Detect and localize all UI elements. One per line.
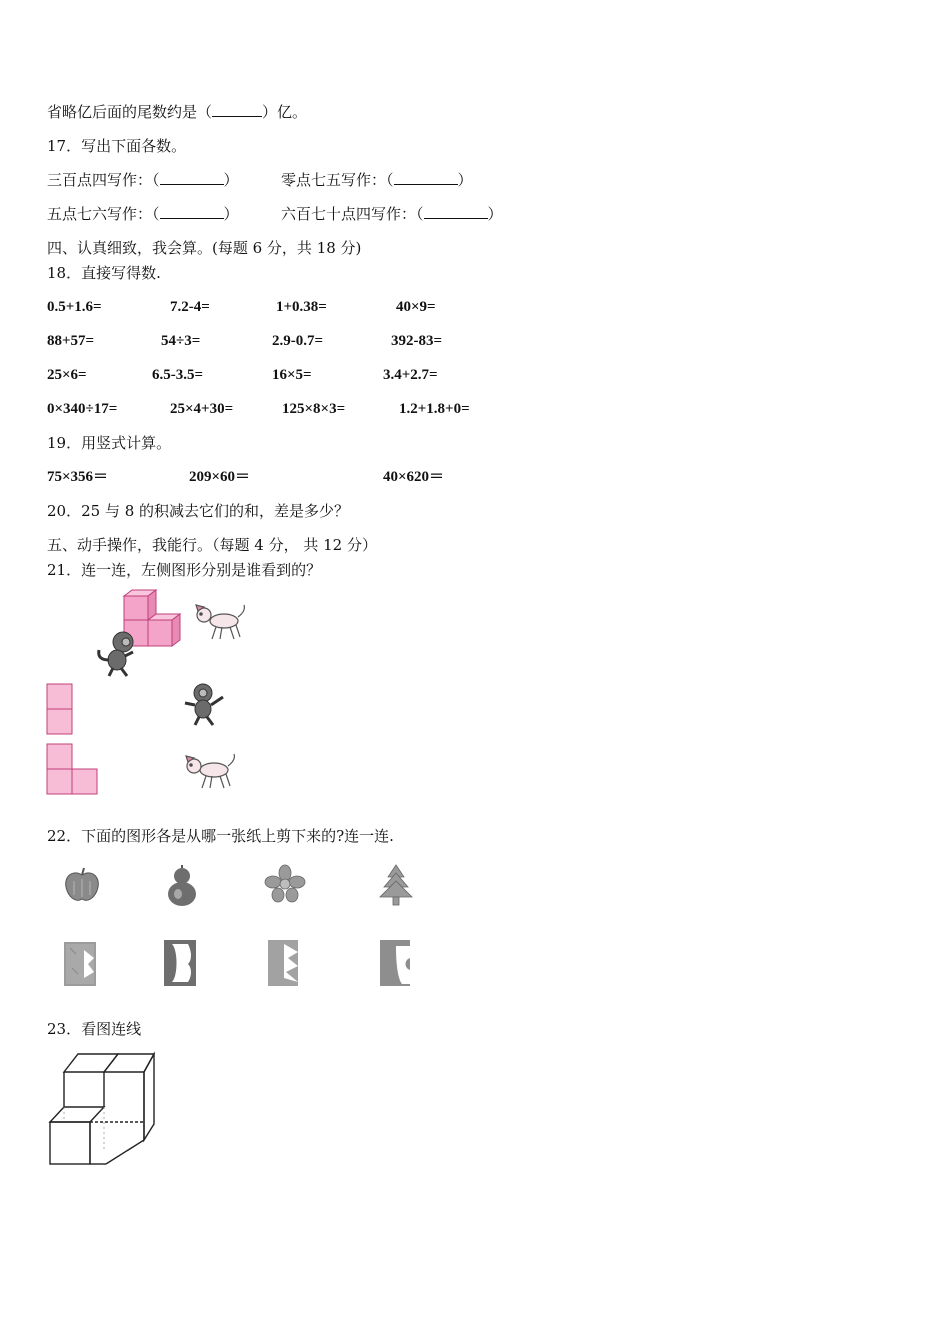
q18-r1-c1: 0.5+1.6=: [47, 299, 102, 315]
q22-title: 22．下面的图形各是从哪一张纸上剪下来的?连一连.: [47, 827, 394, 845]
q18-r1-c4: 40×9=: [396, 299, 436, 315]
q18-r2-c3: 2.9-0.7=: [272, 333, 324, 349]
q20-question: 20．25 与 8 的积减去它们的和，差是多少？: [47, 502, 350, 520]
q16-line: [47, 103, 307, 121]
q18-r2-c2: 54÷3=: [161, 333, 201, 349]
q19-item-3: 40×620＝: [383, 469, 445, 485]
q17-blank-3[interactable]: [160, 205, 224, 219]
paper-cut-3[interactable]: [266, 938, 300, 988]
cube-block-drawing: [46, 1052, 158, 1170]
dog-icon-choice[interactable]: [182, 752, 240, 792]
flower-icon[interactable]: [264, 864, 306, 904]
q19-item-2: 209×60＝: [189, 469, 251, 485]
monkey-icon-top: [93, 630, 139, 678]
q18-r4-c3: 125×8×3=: [282, 401, 346, 417]
apple-icon[interactable]: [62, 865, 102, 905]
q16-answer-blank[interactable]: [212, 103, 262, 117]
q18-r3-c2: 6.5-3.5=: [152, 367, 204, 383]
q16-text-after: ）亿。: [262, 103, 308, 121]
paper-cut-1[interactable]: [62, 940, 98, 988]
q17-item-4: 六百七十点四写作：（ ）: [281, 205, 503, 223]
gourd-icon[interactable]: [164, 864, 200, 908]
view-two-squares[interactable]: [46, 683, 74, 735]
q17-blank-2[interactable]: [394, 171, 458, 185]
paper-cut-2[interactable]: [162, 938, 198, 988]
q17-title: 17．写出下面各数。: [47, 137, 187, 155]
q18-r3-c3: 16×5=: [272, 367, 312, 383]
section5-heading: 五、动手操作，我能行。（每题 4 分， 共 12 分）: [47, 536, 377, 554]
q18-r2-c4: 392-83=: [391, 333, 443, 349]
section4-heading: 四、认真细致，我会算。(每题 6 分，共 18 分): [47, 239, 362, 257]
q19-item-1: 75×356＝: [47, 469, 109, 485]
q18-r4-c2: 25×4+30=: [170, 401, 234, 417]
q16-text-before: 省略亿后面的尾数约是（: [47, 103, 213, 121]
q21-title: 21．连一连，左侧图形分别是谁看到的？: [47, 561, 322, 579]
q18-r3-c1: 25×6=: [47, 367, 87, 383]
q18-title: 18．直接写得数.: [47, 264, 161, 282]
q18-r4-c1: 0×340÷17=: [47, 401, 118, 417]
q18-r3-c4: 3.4+2.7=: [383, 367, 438, 383]
monkey-icon-choice[interactable]: [181, 683, 227, 727]
q18-r1-c2: 7.2-4=: [170, 299, 210, 315]
view-l-shape[interactable]: [46, 743, 98, 795]
q17-item-2: 零点七五写作：（ ）: [281, 171, 473, 189]
tree-icon[interactable]: [376, 863, 416, 907]
paper-cut-4[interactable]: [378, 938, 412, 988]
dog-icon-top: [190, 603, 248, 643]
q17-blank-1[interactable]: [160, 171, 224, 185]
q23-title: 23．看图连线: [47, 1020, 142, 1038]
q17-item-1: 三百点四写作：（ ）: [47, 171, 239, 189]
q18-r2-c1: 88+57=: [47, 333, 95, 349]
q17-item-3: 五点七六写作：（ ）: [47, 205, 239, 223]
q18-r4-c4: 1.2+1.8+0=: [399, 401, 470, 417]
q18-r1-c3: 1+0.38=: [276, 299, 327, 315]
q19-title: 19．用竖式计算。: [47, 434, 172, 452]
q17-blank-4[interactable]: [424, 205, 488, 219]
